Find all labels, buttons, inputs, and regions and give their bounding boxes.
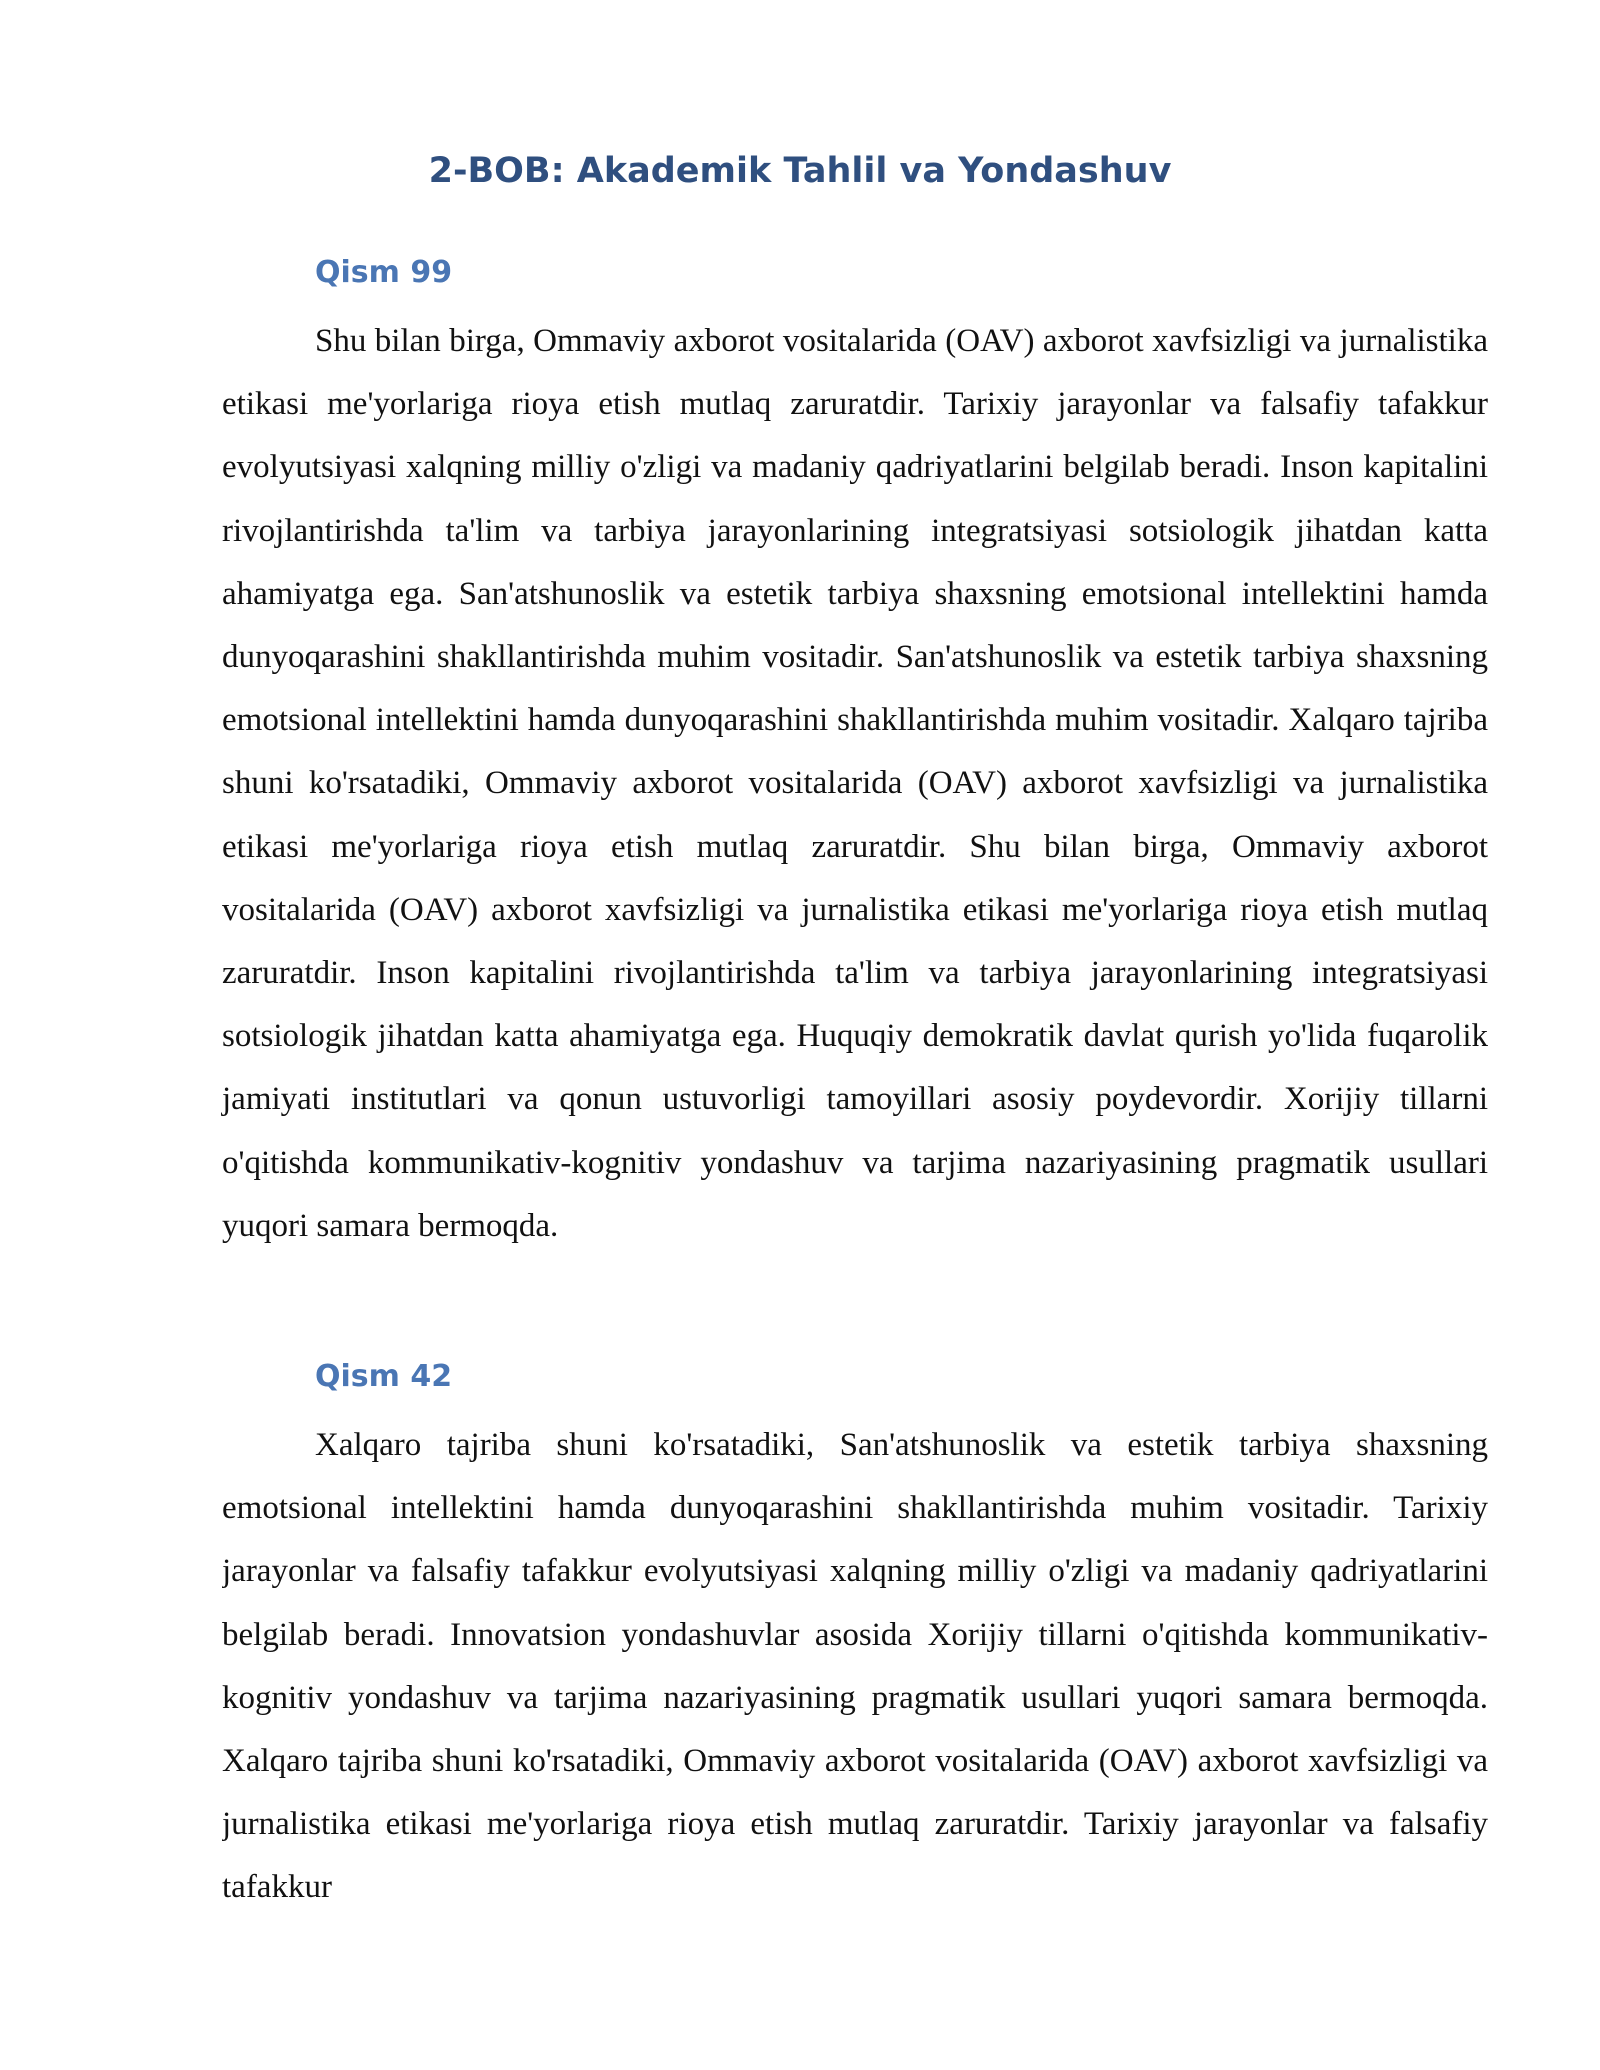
- section-paragraph: Shu bilan birga, Ommaviy axborot vositalarida (OAV) axborot xavfsizligi va jurnalistika etikasi me'yorlariga rioya etish mutlaq zaruratdir. Tarixiy jarayonlar va falsafiy tafakkur evolyutsiyasi xalqning milliy o'zligi va madaniy qadriyatlarini belgilab beradi. Inson kapitalini rivojlantirishda ta'lim va tarbiya jarayonlarining integratsiyasi sotsiologik jihatdan katta ahamiyatga ega. San'atshunoslik va estetik tarbiya shaxsning emotsional intellektini hamda dunyoqarashini shakllantirishda muhim vositadir. San'atshunoslik va estetik tarbiya shaxsning emotsional intellektini hamda dunyoqarashini shakllantirishda muhim vositadir. Xalqaro tajriba shuni ko'rsatadiki, Ommaviy axborot vositalarida (OAV) axborot xavfsizligi va jurnalistika etikasi me'yorlariga rioya etish mutlaq zaruratdir. Shu bilan birga, Ommaviy axborot vositalarida (OAV) axborot xavfsizligi va jurnalistika etikasi me'yorlariga rioya etish mutlaq zaruratdir. Inson kapitalini rivojlantirishda ta'lim va tarbiya jarayonlarining integratsiyasi sotsiologik jihatdan katta ahamiyatga ega. Huquqiy demokratik davlat qurish yo'lida fuqarolik jamiyati institutlari va qonun ustuvorligi tamoyillari asosiy poydevordir. Xorijiy tillarni o'qitishda kommunikativ-kognitiv yondashuv va tarjima nazariyasining pragmatik usullari yuqori samara bermoqda.: [222, 323, 1488, 1244]
- chapter-title: 2-BOB: Akademik Tahlil va Yondashuv: [428, 151, 1172, 191]
- section-paragraph: Xalqaro tajriba shuni ko'rsatadiki, San'atshunoslik va estetik tarbiya shaxsning emotsional intellektini hamda dunyoqarashini shakllantirishda muhim vositadir. Tarixiy jarayonlar va falsafiy tafakkur evolyutsiyasi xalqning milliy o'zligi va madaniy qadriyatlarini belgilab beradi. Innovatsion yondashuvlar asosida Xorijiy tillarni o'qitishda kommunikativ-kognitiv yondashuv va tarjima nazariyasining pragmatik usullari yuqori samara bermoqda. Xalqaro tajriba shuni ko'rsatadiki, Ommaviy axborot vositalarida (OAV) axborot xavfsizligi va jurnalistika etikasi me'yorlariga rioya etish mutlaq zaruratdir. Tarixiy jarayonlar va falsafiy tafakkur: [222, 1427, 1488, 1906]
- paragraph-container: [222, 1414, 1502, 1920]
- section-heading: Qism 99: [315, 255, 453, 290]
- section-heading: Qism 42: [315, 1359, 453, 1394]
